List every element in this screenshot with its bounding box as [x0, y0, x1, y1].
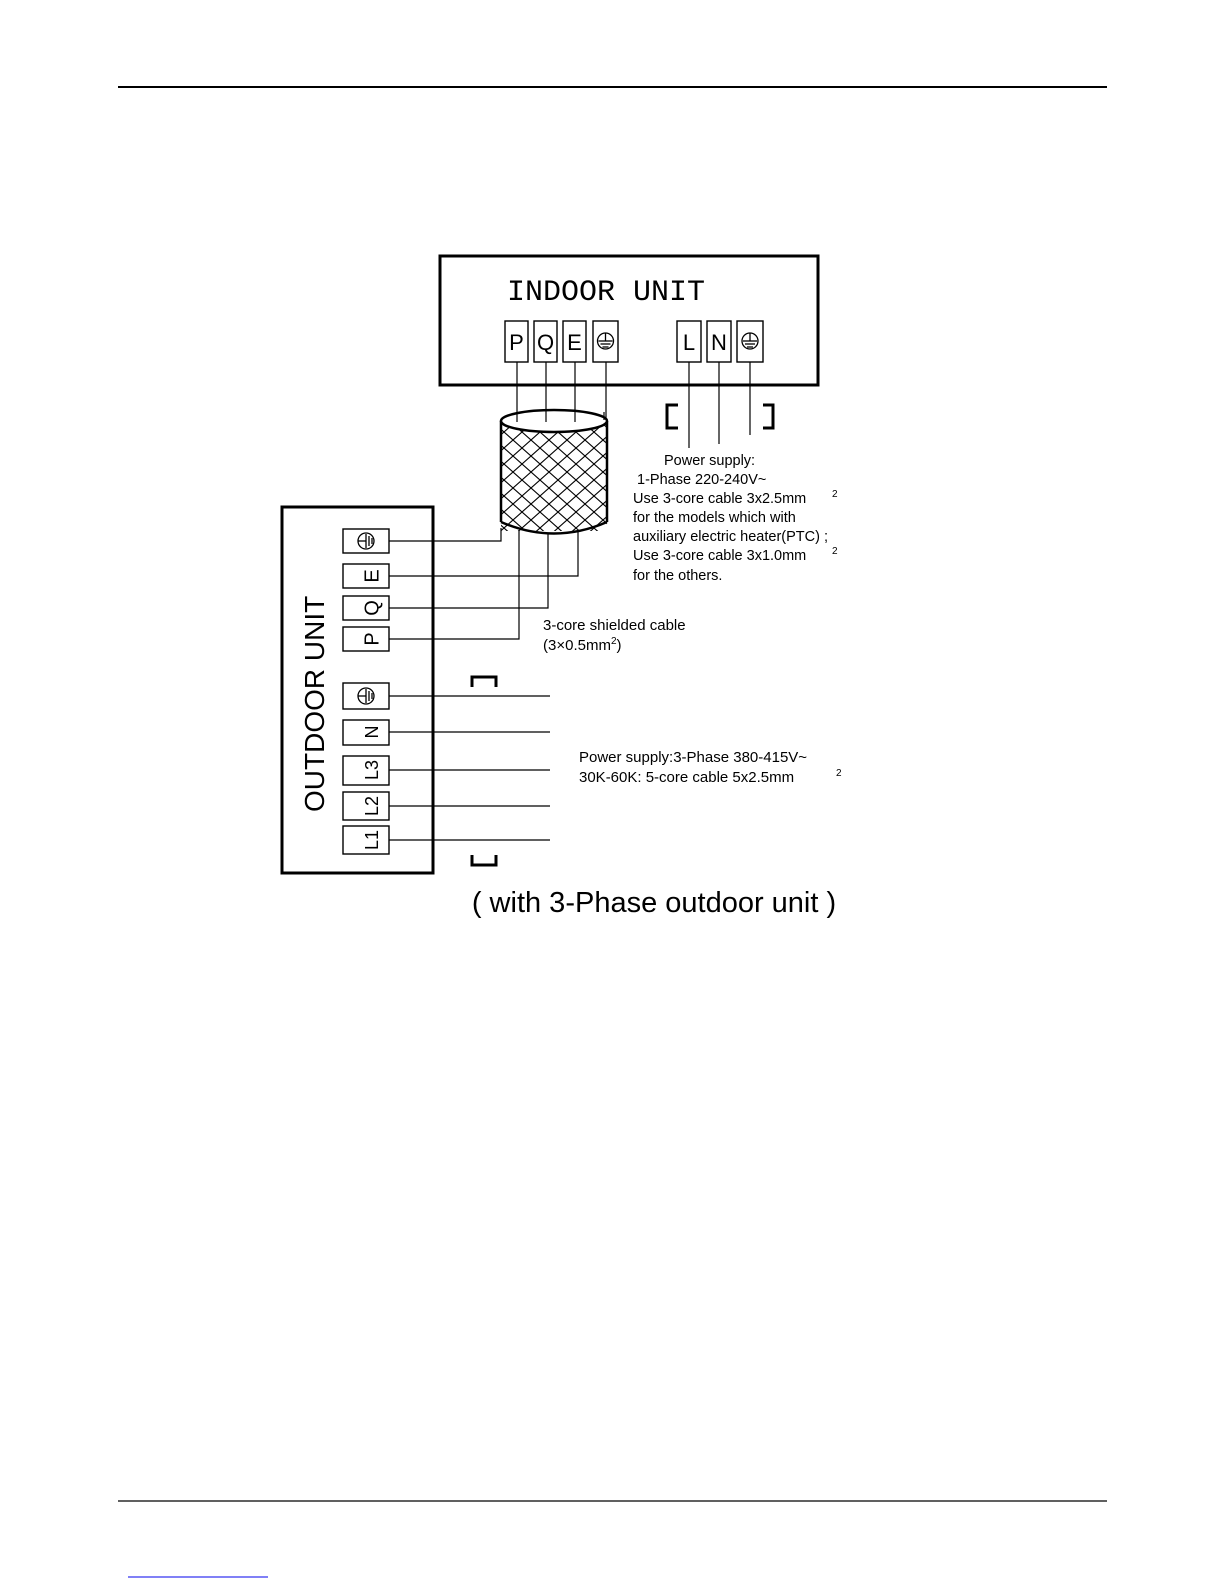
- svg-text:30K-60K: 5-core cable 5x2.5mm: 30K-60K: 5-core cable 5x2.5mm: [579, 769, 795, 786]
- indoor-terminal-n: [707, 321, 731, 362]
- svg-text:P: P: [361, 632, 384, 646]
- outdoor-terminal-q: [343, 596, 389, 620]
- svg-text:3-core shielded cable: 3-core shielded cable: [543, 617, 686, 634]
- svg-text:2: 2: [832, 546, 838, 557]
- indoor-power-bracket-right: [763, 405, 773, 428]
- svg-text:L1: L1: [361, 829, 382, 851]
- indoor-power-note: [633, 453, 838, 584]
- indoor-unit-title: INDOOR UNIT: [507, 276, 706, 310]
- svg-text:L: L: [682, 330, 696, 355]
- svg-text:auxiliary electric heater(PTC): auxiliary electric heater(PTC) ;: [633, 529, 828, 545]
- outdoor-terminal-l2: [343, 792, 389, 820]
- shielded-cable: [501, 410, 607, 534]
- svg-text:L2: L2: [361, 795, 382, 817]
- svg-text:Use 3-core cable 3x1.0mm: Use 3-core cable 3x1.0mm: [633, 548, 807, 564]
- diagram-caption: ( with 3-Phase outdoor unit ): [471, 887, 837, 919]
- outdoor-terminal-l1: [343, 826, 389, 854]
- svg-text:N: N: [361, 725, 382, 739]
- outdoor-terminal-power-ground: [343, 683, 389, 709]
- outdoor-terminal-n: [343, 720, 389, 745]
- svg-text:E: E: [567, 330, 582, 355]
- shielded-cable-note: [543, 617, 686, 654]
- indoor-terminal-power-ground: [737, 321, 763, 362]
- svg-text:2: 2: [836, 768, 842, 779]
- earth-ground-icon: [358, 688, 374, 704]
- svg-text:E: E: [361, 569, 384, 583]
- earth-ground-icon: [742, 333, 758, 349]
- svg-text:(3×0.5mm2): $(3\times 0.5mm^2)$: [543, 636, 622, 654]
- indoor-terminal-l: [677, 321, 701, 362]
- indoor-terminal-p: [505, 321, 528, 362]
- svg-text:for the models which with: for the models which with: [633, 510, 796, 526]
- indoor-terminal-e: [563, 321, 586, 362]
- earth-ground-icon: [598, 333, 614, 349]
- outdoor-power-bracket-bottom: [472, 855, 496, 865]
- earth-ground-icon: [358, 533, 374, 549]
- indoor-power-bracket-left: [667, 405, 678, 428]
- outdoor-terminal-e: [343, 564, 389, 588]
- outdoor-terminal-ground: [343, 529, 389, 553]
- outdoor-terminal-l3: [343, 756, 389, 785]
- outdoor-terminal-p: [343, 627, 389, 651]
- svg-text:Power supply:: Power supply:: [664, 453, 756, 469]
- outdoor-power-note: [579, 749, 842, 786]
- svg-text:for the others.: for the others.: [633, 568, 723, 584]
- svg-text:2: 2: [832, 489, 838, 500]
- svg-text:Q: Q: [361, 600, 384, 616]
- svg-text:N: N: [711, 330, 727, 355]
- svg-text:Power supply:3-Phase 380-415V: Power supply:3-Phase 380-415V~: [579, 749, 808, 766]
- outdoor-unit-title: OUTDOOR UNIT: [299, 595, 330, 812]
- svg-text:Q: Q: [536, 330, 555, 355]
- outdoor-power-bracket-top: [472, 677, 496, 687]
- indoor-terminal-q: [534, 321, 557, 362]
- svg-text:L3: L3: [361, 759, 382, 781]
- svg-text:Use 3-core cable 3x2.5mm: Use 3-core cable 3x2.5mm: [633, 491, 807, 507]
- indoor-terminal-ground: [593, 321, 618, 362]
- svg-text:1-Phase 220-240V~: 1-Phase 220-240V~: [637, 472, 767, 488]
- svg-text:P: P: [509, 330, 524, 355]
